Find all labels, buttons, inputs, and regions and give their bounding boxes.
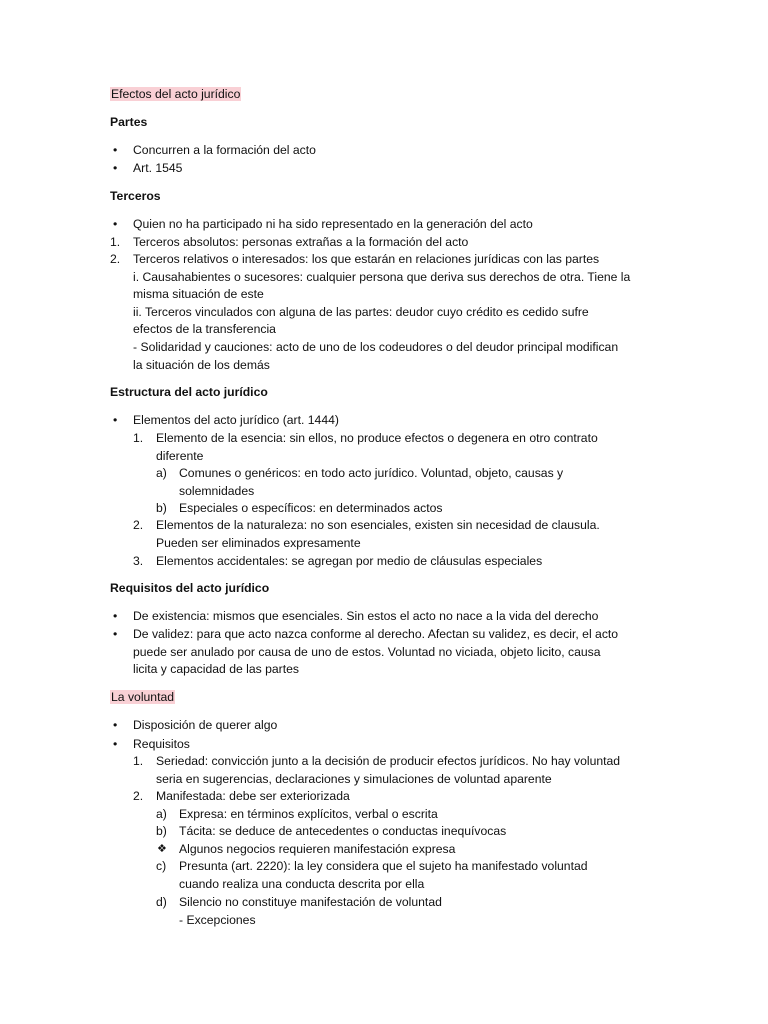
number-marker: 1.	[133, 754, 144, 768]
letter-marker: d)	[156, 895, 167, 909]
list-item: Disposición de querer algo	[133, 718, 278, 732]
sub-item-text: efectos de la transferencia	[133, 322, 276, 336]
number-marker: 2.	[133, 789, 144, 803]
bullet-marker: •	[113, 413, 118, 427]
list-item: De validez: para que acto nazca conforme al derecho. Afectan su validez, es decir, el acto	[133, 627, 619, 641]
letter-marker: b)	[156, 824, 167, 838]
bullet-marker: •	[113, 609, 118, 623]
list-item-continuation: puede ser anulado por causa de uno de estos. Voluntad no viciada, objeto licito, causa	[133, 645, 601, 659]
sub-item-text: i. Causahabientes o sucesores: cualquier persona que deriva sus derechos de otra. Tiene la	[133, 270, 631, 284]
list-item: Expresa: en términos explícitos, verbal o escrita	[179, 807, 438, 821]
list-item-continuation: diferente	[156, 449, 204, 463]
list-item: Especiales o específicos: en determinados actos	[179, 501, 443, 515]
letter-marker: a)	[156, 807, 167, 821]
list-item: Art. 1545	[133, 161, 183, 175]
bullet-marker: •	[113, 143, 118, 157]
list-item: Concurren a la formación del acto	[133, 143, 316, 157]
heading-partes: Partes	[110, 115, 148, 129]
bullet-marker: •	[113, 627, 118, 641]
list-item: Elementos del acto jurídico (art. 1444)	[133, 413, 339, 427]
bullet-marker: •	[113, 161, 118, 175]
letter-marker: c)	[156, 859, 167, 873]
list-item-continuation: cuando realiza una conducta descrita por ella	[179, 877, 425, 891]
list-item: Terceros relativos o interesados: los que estarán en relaciones jurídicas con las partes	[133, 252, 600, 266]
list-item: Elemento de la esencia: sin ellos, no produce efectos o degenera en otro contrato	[156, 431, 598, 445]
list-item: Requisitos	[133, 737, 190, 751]
list-item: Terceros absolutos: personas extrañas a la formación del acto	[133, 235, 469, 249]
list-item: De existencia: mismos que esenciales. Sin estos el acto no nace a la vida del derecho	[133, 609, 599, 623]
list-item: Algunos negocios requieren manifestación expresa	[179, 842, 456, 856]
number-marker: 2.	[133, 518, 144, 532]
list-item: Manifestada: debe ser exteriorizada	[156, 789, 350, 803]
sub-item-text: la situación de los demás	[133, 358, 270, 372]
list-item: Quien no ha participado ni ha sido representado en la generación del acto	[133, 217, 533, 231]
list-item-continuation: licita y capacidad de las partes	[133, 662, 299, 676]
number-marker: 3.	[133, 554, 144, 568]
heading-requisitos: Requisitos del acto jurídico	[110, 581, 270, 595]
heading-terceros: Terceros	[110, 189, 161, 203]
list-item: Elementos de la naturaleza: no son esenciales, existen sin necesidad de clausula.	[156, 518, 600, 532]
number-marker: 2.	[110, 252, 121, 266]
sub-item-text: misma situación de este	[133, 287, 264, 301]
section-title-voluntad: La voluntad	[111, 690, 175, 704]
bullet-marker: •	[113, 217, 118, 231]
list-item: Presunta (art. 2220): la ley considera que el sujeto ha manifestado voluntad	[179, 859, 588, 873]
number-marker: 1.	[133, 431, 144, 445]
sub-item-text: ii. Terceros vinculados con alguna de las partes: deudor cuyo crédito es cedido sufre	[133, 305, 589, 319]
bullet-marker: •	[113, 737, 118, 751]
sub-item-text: - Solidaridad y cauciones: acto de uno de los codeudores o del deudor principal modifican	[133, 340, 619, 354]
list-item: Comunes o genéricos: en todo acto jurídico. Voluntad, objeto, causas y	[179, 466, 564, 480]
bullet-marker: •	[113, 718, 118, 732]
list-item: Elementos accidentales: se agregan por medio de cláusulas especiales	[156, 554, 543, 568]
list-item-continuation: solemnidades	[179, 484, 255, 498]
diamond-bullet-icon: ❖	[157, 843, 167, 855]
heading-estructura: Estructura del acto jurídico	[110, 385, 268, 399]
list-item: Silencio no constituye manifestación de voluntad	[179, 895, 442, 909]
number-marker: 1.	[110, 235, 121, 249]
list-item-continuation: seria en sugerencias, declaraciones y simulaciones de voluntad aparente	[156, 772, 552, 786]
list-item: Tácita: se deduce de antecedentes o conductas inequívocas	[179, 824, 507, 838]
letter-marker: b)	[156, 501, 167, 515]
letter-marker: a)	[156, 466, 167, 480]
list-item-continuation: - Excepciones	[179, 913, 256, 927]
list-item: Seriedad: convicción junto a la decisión de producir efectos jurídicos. No hay voluntad	[156, 754, 621, 768]
list-item-continuation: Pueden ser eliminados expresamente	[156, 536, 361, 550]
section-title-efectos: Efectos del acto jurídico	[111, 87, 241, 101]
